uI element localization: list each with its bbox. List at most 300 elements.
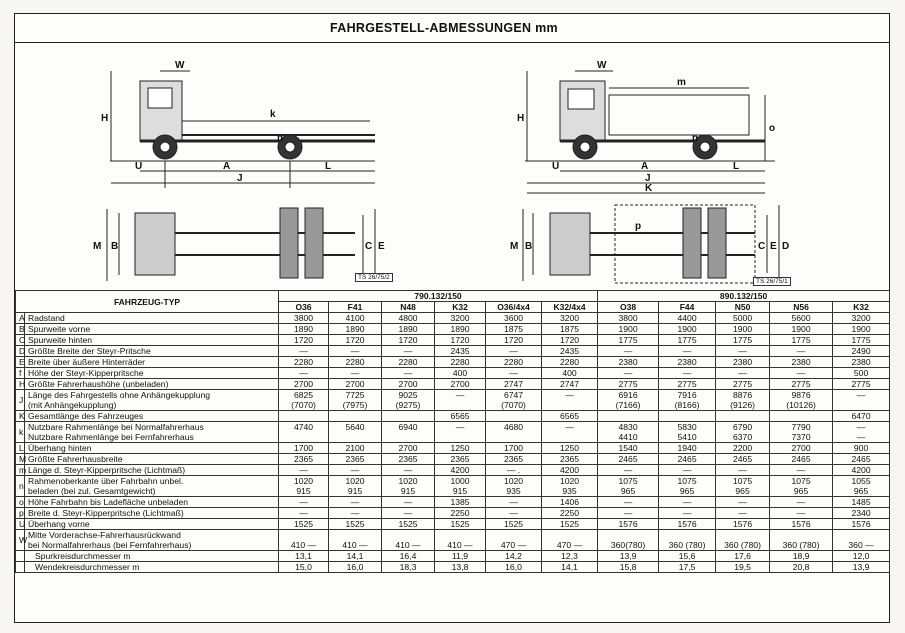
cell-line2: 360(780) — [610, 540, 646, 550]
table-cell: 19,5 — [716, 562, 770, 573]
table-cell: 4100 — [329, 313, 382, 324]
table-cell: 2465 — [716, 454, 770, 465]
cell-line1: 1075 — [791, 476, 811, 486]
cell-line2: 6370 — [733, 432, 753, 442]
table-cell: — — [329, 346, 382, 357]
table-cell: 2280 — [382, 357, 435, 368]
table-cell: 15,0 — [279, 562, 329, 573]
table-cell: 2280 — [435, 357, 486, 368]
table-row — [16, 443, 890, 454]
row-label — [25, 530, 279, 551]
cell-line2: 360 (780) — [668, 540, 706, 550]
table-cell: 2700 — [435, 379, 486, 390]
table-cell: 15,6 — [659, 551, 716, 562]
table-cell: 1576 — [770, 519, 833, 530]
cell-line1: — — [856, 422, 866, 432]
cell-line1: 6747 — [503, 390, 524, 400]
table-cell: — — [329, 508, 382, 519]
table-cell: 2200 — [716, 443, 770, 454]
table-cell: 1720 — [382, 335, 435, 346]
table-cell: 1576 — [659, 519, 716, 530]
cell-line1: 7725 — [345, 390, 365, 400]
table-cell: — — [382, 368, 435, 379]
table-cell: 2365 — [279, 454, 329, 465]
cell-line1 — [384, 530, 432, 540]
table-cell: — — [598, 465, 659, 476]
table-cell: — — [659, 346, 716, 357]
cell-line1 — [600, 530, 656, 540]
document-frame — [14, 13, 890, 623]
table-cell: 2435 — [435, 346, 486, 357]
right-top-view — [523, 205, 779, 283]
cell-line1: 9025 — [398, 390, 418, 400]
label-right-o: o — [769, 123, 776, 134]
table-cell: 1890 — [279, 324, 329, 335]
table-cell — [486, 422, 542, 443]
table-cell: 16,0 — [486, 562, 542, 573]
label-right-H: H — [517, 113, 525, 124]
table-cell: 1775 — [598, 335, 659, 346]
cell-line2: 4410 — [618, 432, 638, 442]
table-cell: 2700 — [382, 443, 435, 454]
table-cell — [659, 530, 716, 551]
table-cell — [770, 411, 833, 422]
table-cell: 2280 — [542, 357, 598, 368]
column-header: F44 — [659, 302, 716, 313]
table-cell — [598, 476, 659, 497]
table-cell: 1700 — [279, 443, 329, 454]
cell-line2: 965 — [735, 486, 750, 496]
table-cell: 1900 — [598, 324, 659, 335]
drawing-code-right: TS 26/75/1 — [753, 277, 791, 286]
table-cell: — — [716, 465, 770, 476]
row-label: Spurweite vorne — [25, 324, 279, 335]
table-cell: — — [659, 368, 716, 379]
table-cell — [542, 476, 598, 497]
table-cell: 1775 — [659, 335, 716, 346]
cell-line1: 1020 — [559, 476, 580, 486]
table-cell — [659, 422, 716, 443]
table-cell: 2380 — [770, 357, 833, 368]
cell-line2: 360 (780) — [724, 540, 761, 550]
row-key: L — [16, 443, 25, 454]
table-cell — [329, 476, 382, 497]
table-cell: 20,8 — [770, 562, 833, 573]
table-cell: — — [770, 497, 833, 508]
row-label: Größte Fahrerhaushöhe (unbeladen) — [25, 379, 279, 390]
table-cell — [382, 476, 435, 497]
table-cell: 4200 — [833, 465, 890, 476]
table-row — [16, 454, 890, 465]
cell-line2: 470 — — [500, 540, 527, 550]
table-cell: 2465 — [833, 454, 890, 465]
table-cell — [382, 390, 435, 411]
cell-line1: 6790 — [733, 422, 753, 432]
table-cell: 2280 — [486, 357, 542, 368]
table-cell: 1525 — [279, 519, 329, 530]
cell-line1 — [772, 530, 830, 540]
table-cell: 16,4 — [382, 551, 435, 562]
cell-line1: — — [565, 390, 574, 400]
table-cell: 16,0 — [329, 562, 382, 573]
table-cell: 18,3 — [382, 562, 435, 573]
table-cell: 2435 — [542, 346, 598, 357]
column-header: N50 — [716, 302, 770, 313]
row-label: Radstand — [25, 313, 279, 324]
dimensions-table-wrap — [15, 290, 889, 573]
table-cell: 1250 — [542, 443, 598, 454]
cell-line2 — [281, 432, 326, 442]
table-cell — [716, 411, 770, 422]
table-cell: — — [716, 497, 770, 508]
table-cell — [770, 390, 833, 411]
table-cell: 1890 — [435, 324, 486, 335]
cell-line1: 1075 — [733, 476, 753, 486]
table-cell: 1900 — [833, 324, 890, 335]
table-cell: 3200 — [435, 313, 486, 324]
row-label: Spurweite hinten — [25, 335, 279, 346]
table-cell — [716, 390, 770, 411]
table-cell: — — [659, 465, 716, 476]
table-cell — [659, 411, 716, 422]
table-row — [16, 335, 890, 346]
table-cell: 12,3 — [542, 551, 598, 562]
table-cell — [329, 530, 382, 551]
cell-line1: 1020 — [345, 476, 365, 486]
cell-line1: 5830 — [677, 422, 697, 432]
table-cell — [542, 390, 598, 411]
row-key: o — [16, 497, 25, 508]
table-cell: — — [598, 497, 659, 508]
label-right-W: W — [597, 60, 607, 71]
row-key: p — [16, 508, 25, 519]
row-key: M — [16, 454, 25, 465]
table-cell: 2465 — [659, 454, 716, 465]
table-cell: 2280 — [329, 357, 382, 368]
table-cell: 2380 — [598, 357, 659, 368]
row-key — [16, 551, 25, 562]
table-cell: 2775 — [598, 379, 659, 390]
table-cell: — — [770, 465, 833, 476]
row-label — [25, 476, 279, 497]
table-cell: 2775 — [659, 379, 716, 390]
table-row — [16, 357, 890, 368]
cell-line1: 6916 — [618, 390, 638, 400]
table-cell: 3800 — [598, 313, 659, 324]
table-cell: 2365 — [382, 454, 435, 465]
row-key: k — [16, 422, 25, 443]
cell-line1: 4740 — [293, 422, 314, 432]
table-cell: — — [329, 497, 382, 508]
table-row — [16, 562, 890, 573]
table-cell — [716, 476, 770, 497]
table-cell — [598, 390, 659, 411]
table-cell: — — [382, 346, 435, 357]
table-cell — [279, 530, 329, 551]
table-cell — [435, 530, 486, 551]
table-cell: 2365 — [329, 454, 382, 465]
table-cell: 2380 — [659, 357, 716, 368]
row-key: B — [16, 324, 25, 335]
table-cell: — — [329, 368, 382, 379]
table-cell: 17,6 — [716, 551, 770, 562]
table-cell: 1875 — [542, 324, 598, 335]
table-cell: 13,1 — [279, 551, 329, 562]
table-cell: 4400 — [659, 313, 716, 324]
table-cell — [833, 390, 890, 411]
row-label: Größte Fahrerhausbreite — [25, 454, 279, 465]
table-cell: 1525 — [435, 519, 486, 530]
table-cell — [542, 422, 598, 443]
table-cell: 14,1 — [542, 562, 598, 573]
cell-line2 — [544, 400, 595, 410]
table-cell: 3600 — [486, 313, 542, 324]
table-cell: 18,9 — [770, 551, 833, 562]
row-label-line1: Mitte Vorderachse-Fahrerhausrückwand — [28, 530, 181, 540]
cell-line2 — [331, 432, 379, 442]
table-cell: 1720 — [279, 335, 329, 346]
table-cell: 6565 — [435, 411, 486, 422]
label-right-m: m — [677, 77, 686, 88]
column-header: O36/4x4 — [486, 302, 542, 313]
cell-line2: 915 — [296, 486, 311, 496]
cell-line1 — [661, 530, 713, 540]
table-cell: 13,9 — [598, 551, 659, 562]
table-cell: 1900 — [716, 324, 770, 335]
group-header-790: 790.132/150 — [279, 291, 598, 302]
table-cell: 1525 — [382, 519, 435, 530]
table-row — [16, 476, 890, 497]
table-cell: 17,5 — [659, 562, 716, 573]
column-header: N56 — [770, 302, 833, 313]
table-cell: 2490 — [833, 346, 890, 357]
cell-line2 — [488, 432, 539, 442]
table-cell: 1890 — [329, 324, 382, 335]
cell-line2: 915 — [347, 486, 363, 496]
row-label: Höhe der Steyr-Kipperpritsche — [25, 368, 279, 379]
table-cell: 1576 — [598, 519, 659, 530]
table-cell: — — [382, 465, 435, 476]
cell-line1 — [281, 530, 326, 540]
table-cell: — — [279, 346, 329, 357]
row-label: Wendekreisdurchmesser m — [25, 562, 279, 573]
table-cell: — — [659, 497, 716, 508]
table-cell: — — [716, 368, 770, 379]
label-right-K: K — [645, 183, 653, 194]
table-cell — [770, 476, 833, 497]
table-cell: 2365 — [542, 454, 598, 465]
label-right-p: p — [635, 221, 642, 232]
table-cell: 2700 — [279, 379, 329, 390]
table-cell: — — [382, 508, 435, 519]
cell-line2: (7975) — [342, 400, 368, 410]
table-row — [16, 368, 890, 379]
table-cell: 5000 — [716, 313, 770, 324]
table-cell — [329, 411, 382, 422]
table-cell — [382, 530, 435, 551]
table-cell: 1406 — [542, 497, 598, 508]
label-left-H: H — [101, 113, 109, 124]
table-cell: — — [279, 508, 329, 519]
table-cell — [716, 422, 770, 443]
table-cell: 1720 — [329, 335, 382, 346]
cell-line2: 410 — — [342, 540, 368, 550]
row-key: W — [16, 530, 25, 551]
table-cell: 2250 — [435, 508, 486, 519]
cell-line2: 965 — [853, 486, 869, 496]
table-cell: — — [329, 465, 382, 476]
table-cell: 1525 — [486, 519, 542, 530]
table-row — [16, 551, 890, 562]
label-left-B: B — [111, 241, 119, 252]
cell-line2: 360 — — [848, 540, 874, 550]
cell-line2: 7370 — [791, 432, 811, 442]
table-cell: 1485 — [833, 497, 890, 508]
table-cell — [435, 476, 486, 497]
table-cell: 900 — [833, 443, 890, 454]
table-row — [16, 508, 890, 519]
table-cell: 3200 — [542, 313, 598, 324]
label-right-J: J — [645, 173, 651, 184]
cell-line1: 5640 — [345, 422, 365, 432]
row-label-line2: (mit Anhängekupplung) — [28, 400, 117, 410]
table-row — [16, 411, 890, 422]
row-label-line2: bei Normalfahrerhaus (bei Fernfahrerhaus) — [28, 540, 192, 550]
table-row — [16, 324, 890, 335]
table-cell — [486, 530, 542, 551]
row-label-line2: Nutzbare Rahmenlänge bei Fernfahrerhaus — [28, 432, 194, 442]
cell-line2: (7166) — [615, 400, 641, 410]
table-cell: 13,9 — [833, 562, 890, 573]
cell-line2: 915 — [452, 486, 468, 496]
table-cell: 2775 — [716, 379, 770, 390]
table-cell — [486, 411, 542, 422]
row-label-line1: Rahmenoberkante über Fahrbahn unbel. — [28, 476, 184, 486]
table-cell: 1700 — [486, 443, 542, 454]
drawing-code-left: TS 26/75/2 — [355, 273, 393, 282]
table-cell: 1890 — [382, 324, 435, 335]
table-cell: 6470 — [833, 411, 890, 422]
cell-line1 — [718, 530, 767, 540]
label-right-E: E — [770, 241, 777, 252]
label-right-n: n — [692, 133, 699, 144]
cell-line2: — — [856, 432, 866, 442]
cell-line1 — [437, 530, 483, 540]
table-cell — [279, 422, 329, 443]
cell-line1 — [488, 530, 539, 540]
table-cell — [329, 422, 382, 443]
table-cell: 1250 — [435, 443, 486, 454]
cell-line2 — [384, 432, 432, 442]
row-key: f — [16, 368, 25, 379]
cell-line2: 965 — [679, 486, 695, 496]
row-label: Breite d. Steyr-Kipperpritsche (Lichtmaß) — [25, 508, 279, 519]
cell-line1 — [835, 530, 887, 540]
table-cell: 1525 — [542, 519, 598, 530]
table-cell: 11,9 — [435, 551, 486, 562]
table-row — [16, 530, 890, 551]
left-top-view — [107, 208, 375, 281]
cell-line1: 9876 — [791, 390, 811, 400]
label-left-C: C — [365, 241, 373, 252]
table-cell: 1900 — [659, 324, 716, 335]
label-left-U: U — [135, 161, 143, 172]
table-cell: 1875 — [486, 324, 542, 335]
cell-line2: (9275) — [395, 400, 421, 410]
label-left-E: E — [378, 241, 385, 252]
table-cell — [770, 422, 833, 443]
table-cell: 400 — [542, 368, 598, 379]
table-cell — [833, 422, 890, 443]
table-row — [16, 422, 890, 443]
table-cell: 1525 — [329, 519, 382, 530]
cell-line2: 410 — — [290, 540, 317, 550]
row-label: Überhang vorne — [25, 519, 279, 530]
cell-line1: 1075 — [677, 476, 697, 486]
table-cell: — — [279, 368, 329, 379]
label-left-k: k — [270, 109, 276, 120]
cell-line2: (7070) — [291, 400, 316, 410]
table-cell: 5600 — [770, 313, 833, 324]
table-cell: 2465 — [770, 454, 833, 465]
row-label: Spurkreisdurchmesser m — [25, 551, 279, 562]
table-cell: 13,8 — [435, 562, 486, 573]
table-cell: 3800 — [279, 313, 329, 324]
chassis-drawing-svg — [15, 43, 889, 290]
page-title: FAHRGESTELL-ABMESSUNGEN mm — [330, 21, 558, 35]
cell-line2: (10126) — [786, 400, 816, 410]
table-cell: — — [770, 508, 833, 519]
row-label: Höhe Fahrbahn bis Ladefläche unbeladen — [25, 497, 279, 508]
cell-line2: 965 — [620, 486, 636, 496]
cell-line1: 7790 — [791, 422, 811, 432]
label-right-U: U — [552, 161, 560, 172]
cell-line2 — [544, 432, 595, 442]
table-cell: — — [598, 346, 659, 357]
table-cell: — — [279, 497, 329, 508]
table-cell — [435, 390, 486, 411]
cell-line1: 6825 — [293, 390, 314, 400]
cell-line1: — — [455, 390, 465, 400]
table-cell: — — [382, 497, 435, 508]
row-key: U — [16, 519, 25, 530]
cell-line2 — [437, 432, 483, 442]
label-left-J: J — [237, 173, 243, 184]
label-left-M: M — [93, 241, 102, 252]
label-right-M: M — [510, 241, 519, 252]
cell-line1: 6940 — [398, 422, 418, 432]
row-label-line2: beladen (bei zul. Gesamtgewicht) — [28, 486, 156, 496]
cell-line2: (7070) — [501, 400, 526, 410]
cell-line2: (8166) — [674, 400, 700, 410]
row-key: E — [16, 357, 25, 368]
table-cell: 1900 — [770, 324, 833, 335]
table-cell — [659, 476, 716, 497]
cell-line1: 1020 — [503, 476, 524, 486]
label-right-C: C — [758, 241, 766, 252]
table-row — [16, 346, 890, 357]
table-cell — [486, 476, 542, 497]
column-header: K32 — [833, 302, 890, 313]
label-right-L: L — [733, 161, 740, 172]
row-key: J — [16, 390, 25, 411]
table-cell: — — [716, 508, 770, 519]
row-key: m — [16, 465, 25, 476]
column-header: N48 — [382, 302, 435, 313]
table-row — [16, 390, 890, 411]
cell-line1: 1020 — [293, 476, 314, 486]
row-label: Überhang hinten — [25, 443, 279, 454]
